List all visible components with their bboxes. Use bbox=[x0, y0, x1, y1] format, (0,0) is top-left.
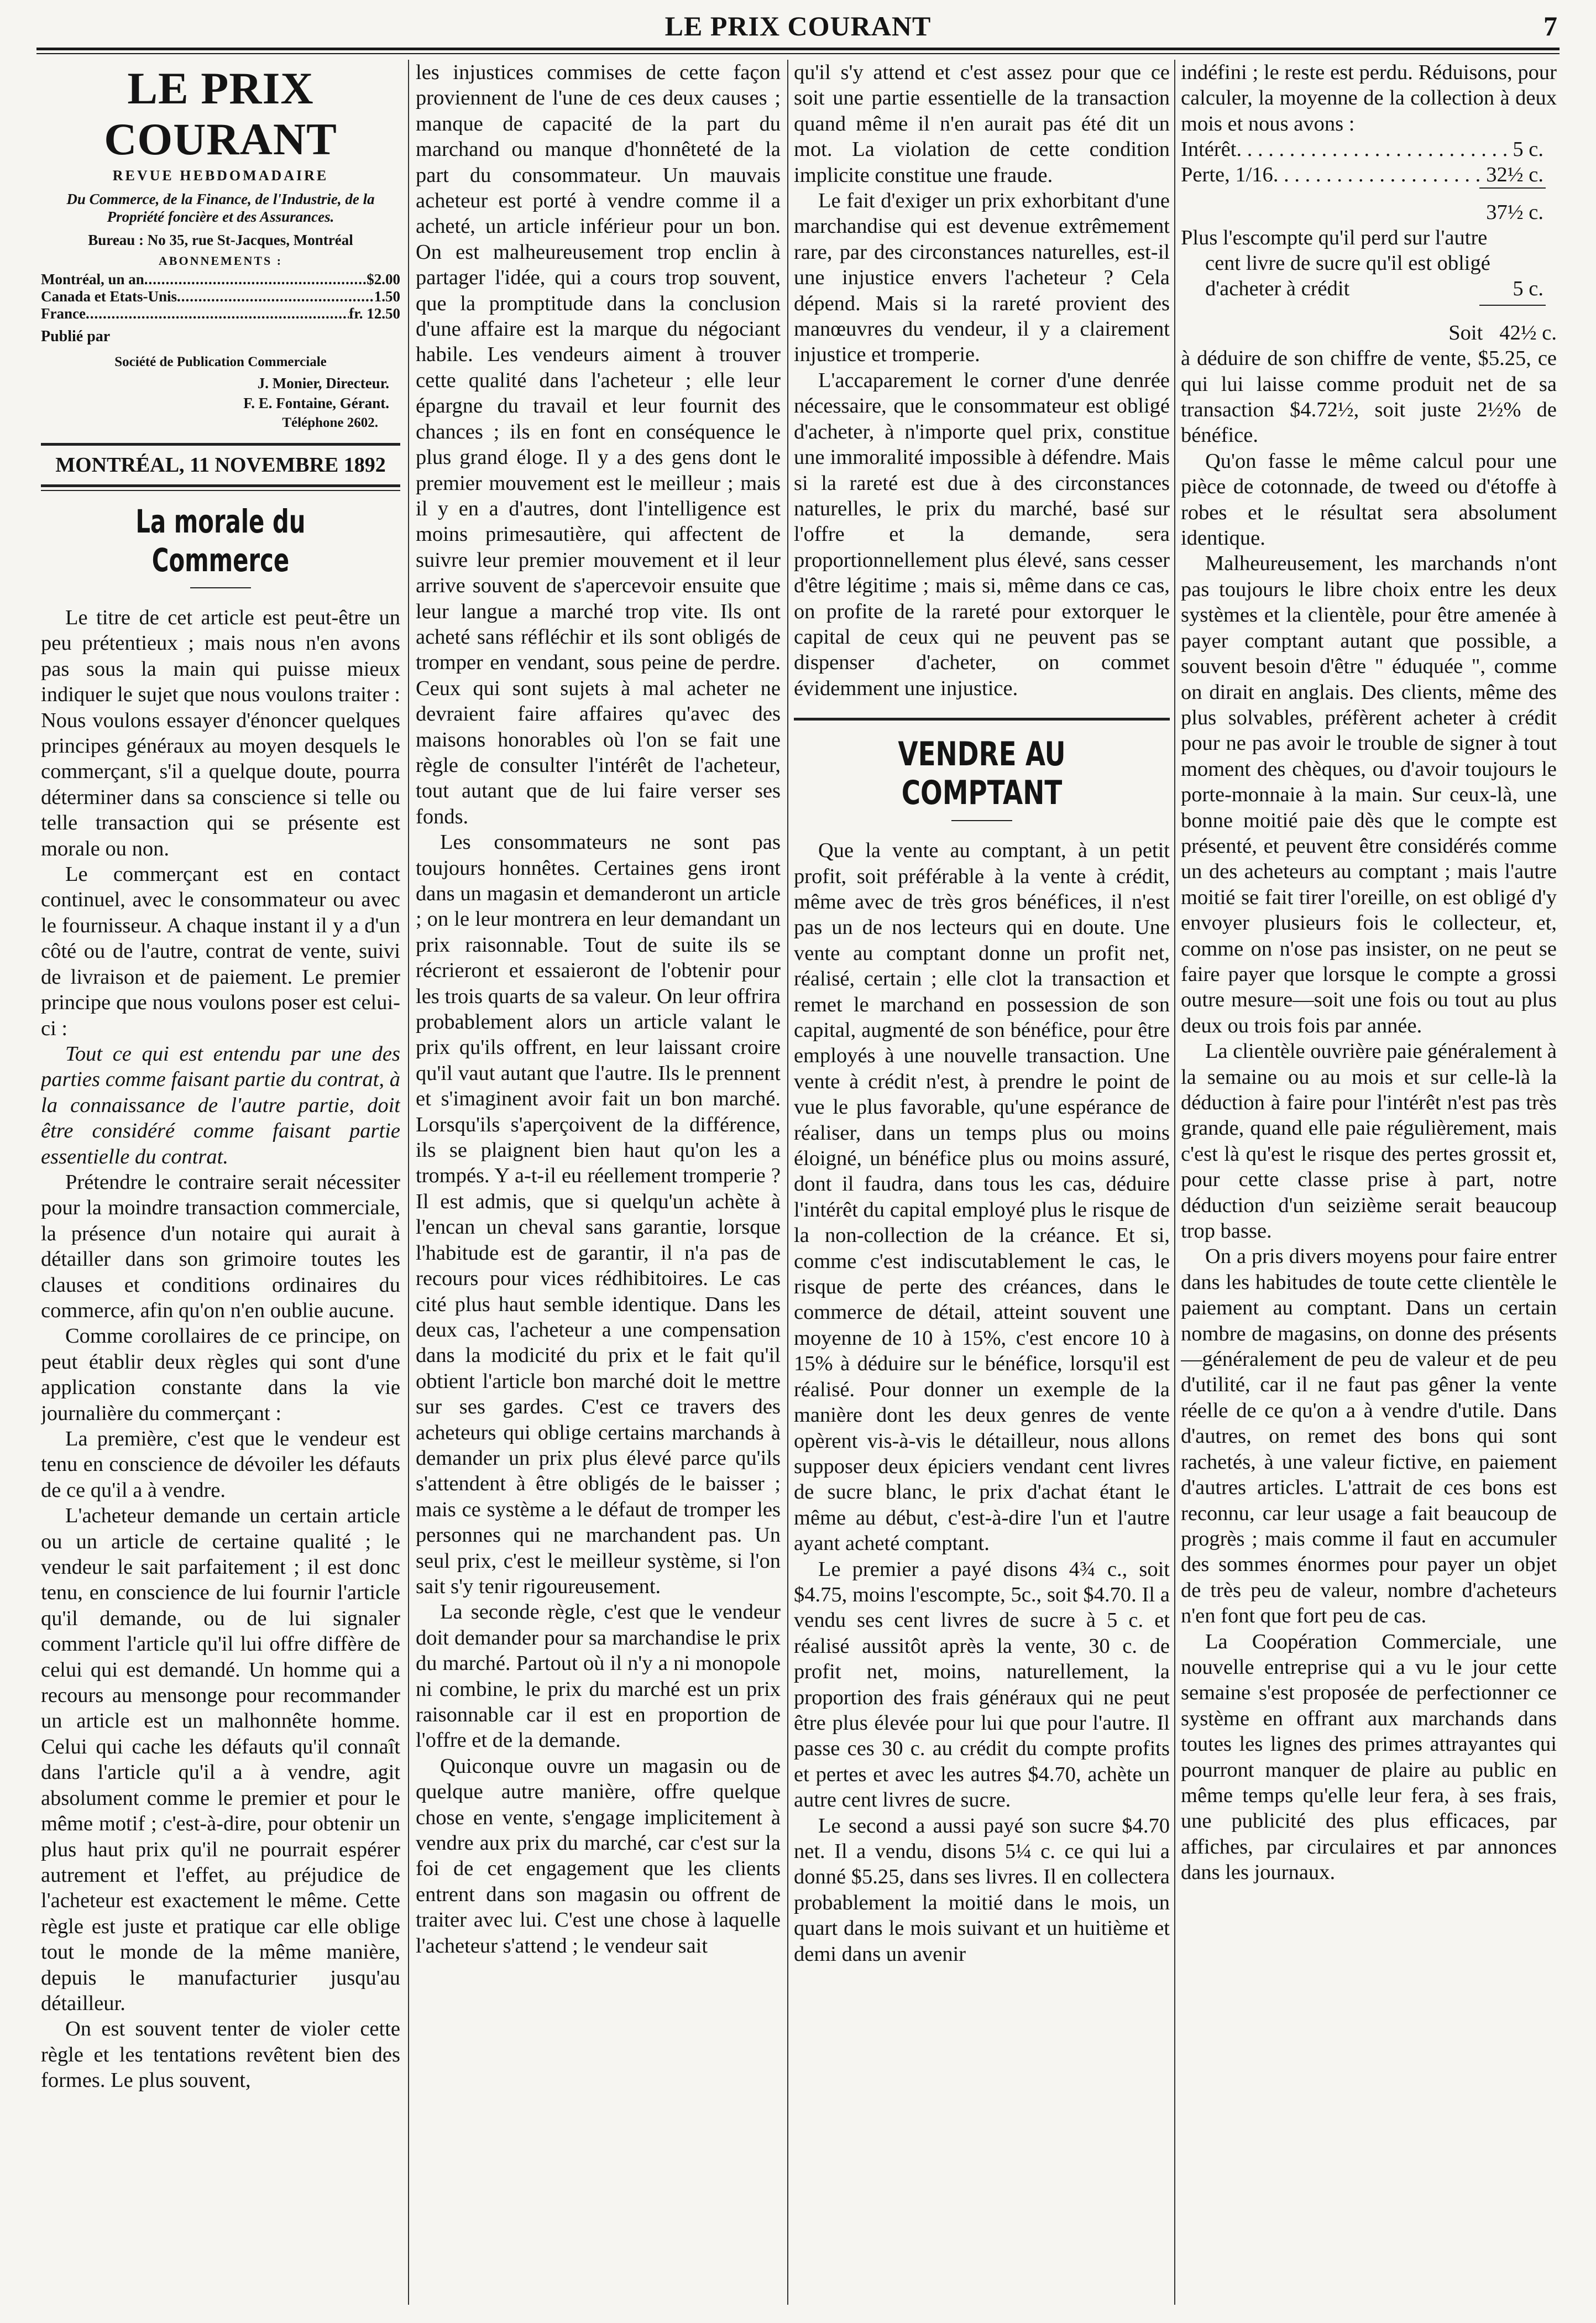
subscriptions-heading: ABONNEMENTS : bbox=[158, 254, 283, 268]
paragraph: La clientèle ouvrière paie généralement à la semaine ou au mois et sur celle-là la déduction à faire pour l'intérêt n'est pas très grande, quand elle paie régulièrement, mais c'est là qu'est le risque des pertes grossit et, pour cette classe prise à part, notre déduction d'un seizième serait beaucoup trop basse. bbox=[1181, 1040, 1557, 1243]
subscription-rate bbox=[41, 271, 400, 288]
calc-row bbox=[1181, 137, 1557, 162]
paragraph: On a pris divers moyens pour faire entrer dans les habitudes de toute cette clientèle le paiement au comptant. Dans un certain nombre de magasins, on donne des présents —généralement de peu de valeur et de peu d'utilité, car il ne faut pas gêner la vente réelle de ce qu'on a à vendre d'utile. Dans d'autres, on remet des bons qui sont rachetés, à une valeur fictive, en paiement d'autres articles. L'attrait de ces bons est reconnu, car leur usage a fait beaucoup de progrès ; mais comme il faut en accumuler des sommes énormes pour payer un objet de très peu de valeur, nombre d'acheteurs n'en font que fort peu de cas. bbox=[1181, 1245, 1557, 1628]
column-rule bbox=[787, 60, 788, 2305]
paragraph: Les consommateurs ne sont pas toujours honnêtes. Certaines gens iront dans un magasin et demanderont un article ; on le leur montrera en leur demandant un prix raisonnable. Tout de suite ils se récrieront et essaieront de l'obtenir pour les trois quarts de sa valeur. On leur offrira probablement alors un article valant le prix qu'ils offrent, en leur laissant croire qu'il vaut autant que l'autre. Ils le prennent et s'imaginent avoir fait un bon marché. Lorsqu'ils s'aperçoivent de la différence, ils se plaignent bien haut qu'on les a trompés. Y a-t-il eu réellement tromperie ? Il est admis, que si quelqu'un achète à l'encan un cheval sans garantie, lorsque l'habitude est de garantir, il n'a pas de recours pour vices rédhibitoires. Le cas cité plus haut semble identique. Dans les deux cas, l'acheteur a une compensation dans la modicité du prix et le fait qu'il obtient l'article bon marché doit le mettre sur ses gardes. C'est ce travers des acheteurs qui oblige certains marchands à demander un prix plus élevé parce qu'ils s'attendent à être obligés de le baisser ; mais ce système a le défaut de tromper les personnes qui ne marchandent pas. Un seul prix, c'est le meilleur système, si l'on sait s'y tenir rigoureusement. bbox=[416, 831, 781, 1598]
column-2 bbox=[416, 60, 781, 2310]
masthead-subtitle: REVUE HEBDOMADAIRE bbox=[112, 168, 329, 184]
paragraph: indéfini ; le reste est perdu. Réduisons, pour calculer, la moyenne de la collection à deux mois et nous avons : bbox=[1181, 61, 1557, 135]
column-1 bbox=[41, 60, 400, 2310]
column-rule bbox=[1174, 60, 1175, 2305]
publisher-name: Société de Publication Commerciale bbox=[114, 354, 327, 369]
calc-value: 32½ c. bbox=[1486, 163, 1543, 187]
telephone: Téléphone 2602. bbox=[282, 415, 378, 430]
paragraph: à déduire de son chiffre de vente, $5.25, ce qui lui laisse comme produit net de sa transaction $4.72½, soit juste 2½% de bénéfice. bbox=[1181, 347, 1557, 447]
calc-label: Perte, 1/16 bbox=[1181, 163, 1273, 187]
column-rule bbox=[408, 60, 409, 2305]
paragraph: Le titre de cet article est peut-être un peu prétentieux ; mais nous n'en avons pas sous la main qui puisse mieux indiquer le sujet que nous voulons traiter : Nous voulons essayer d'énoncer quelques principes généraux au moyen desquels le commerçant, s'il a quelque doute, pourra déterminer dans sa conscience si telle ou telle transaction qui se présente est morale ou non. bbox=[41, 606, 400, 860]
paragraph: Le fait d'exiger un prix exhorbitant d'une marchandise qui est devenue extrêmement rare, par des circonstances naturelles, est-il une injustice envers l'acheteur ? Cela dépend. Mais si la rareté provient des manœuvres du vendeur, il y a clairement injustice et tromperie. bbox=[794, 189, 1170, 367]
top-rule-thin bbox=[36, 53, 1560, 54]
rate-value: 1.50 bbox=[374, 288, 400, 305]
calculation bbox=[1181, 137, 1557, 346]
title-rule bbox=[190, 587, 251, 588]
paragraph: les injustices commises de cette façon proviennent de l'une de ces deux causes ; manque de capacité de la part du marchand ou manque d'honnêteté de la part du consommateur. Un mauvais acheteur est porté à vendre comme il a acheté, un article inférieur pour un bon. On est malheureusement trop enclin à partager l'idée, qui a cours trop souvent, que la promptitude dans la conclusion d'une affaire est la marque du négociant habile. Les vendeurs aiment à trouver cette qualité dans l'acheteur ; elle leur épargne du travail et leur fournit des chances ; ils en font en conséquence le plus grand éloge. Il y a des gens dont le premier mouvement est le meilleur ; mais il y en a d'autres, dont l'intelligence est moins primesautière, qui affectent de suivre leur premier mouvement et il leur arrive souvent de s'apercevoir ensuite que leur langue a marché trop vite. Ils ont acheté sans réfléchir et ils sont obligés de tromper en vendant, sous peine de perdre. Ceux qui sont sujets à mal acheter ne devraient faire affaires qu'avec des maisons honorables où l'on se fait une règle de consulter l'intérêt de l'acheteur, tout autant que de lui faire verser ses fonds. bbox=[416, 61, 781, 828]
column-3 bbox=[794, 60, 1170, 2310]
calc-sum-rule bbox=[1479, 305, 1546, 306]
subscription-rate bbox=[41, 305, 400, 322]
paragraph: L'acheteur demande un certain article ou un article de certaine qualité ; le vendeur le sait parfaitement ; il est donc tenu, en conscience de lui fournir l'article qu'il demande, ou de lui signaler comment l'article qu'il lui offre diffère de celui qui est demandé. Un homme qui a recours au mensonge pour recommander un article est un malhonnête homme. Celui qui cache les défauts qu'il connaît dans l'article qu'il a à vendre, agit absolument comme le premier et pour le même motif ; c'est-à-dire, pour obtenir un plus haut prix qu'il ne pourrait espérer autrement et l'effet, au préjudice de l'acheteur est exactement le même. Cette règle est juste et pratique car elle oblige tout le monde de la même manière, depuis le manufacturier jusqu'au détailleur. bbox=[41, 1504, 400, 2015]
calc-label: Intérêt bbox=[1181, 138, 1237, 161]
paragraph: La Coopération Commerciale, une nouvelle entreprise qui a vu le jour cette semaine s'est proposée de perfectionner ce système en offrant aux marchands dans toutes les lignes des primes attrayantes qui pourront manquer de plaire au public en même temps qu'elle leur fera, à ses frais, une publicité des plus efficaces, par affiches, par circulaires et par annonces dans les journaux. bbox=[1181, 1630, 1557, 1884]
paragraph: Quiconque ouvre un magasin ou de quelque autre manière, offre quelque chose en vente, s'engage implicitement à vendre aux prix du marché, car c'est sur la foi de cet engagement que les clients entrent dans son magasin ou offrent de traiter avec lui. C'est une chose à laquelle l'acheteur s'attend ; le vendeur sait bbox=[416, 1754, 781, 1957]
calc-row bbox=[1181, 162, 1557, 187]
calc-row bbox=[1181, 225, 1557, 301]
divider bbox=[794, 718, 1170, 721]
paragraph: Que la vente au comptant, à un petit profit, soit préférable à la vente à crédit, même avec de très gros bénéfices, il n'est pas un de nos lecteurs qui en doute. Une vente au comptant donne un profit net, réalisé, certain ; elle clot la transaction et remet le marchand en possession de son capital, augmenté de son bénéfice, pour être employés à une nouvelle transaction. Une vente à crédit n'est, à prendre le point de vue le plus favorable, qu'une espérance de réaliser, dans un temps plus ou moins éloigné, un bénéfice plus ou moins assuré, dont il faudra, dans tous les cas, déduire l'intérêt du capital employé plus le risque de la non-collection de la créance. Et si, comme c'est indiscutablement le cas, le risque de perte des créances, dans le commerce de détail, atteint souvent une moyenne de 10 à 15%, c'est encore 10 à 15% à déduire sur le bénéfice, lorsqu'il est réalisé. Pour donner un exemple de la manière dont les deux genres de vente opèrent vis-à-vis le détailleur, nous allons supposer deux épiciers vendant cent livres de sucre blanc, le prix d'achat étant le même au début, c'est-à-dire l'un et l'autre ayant acheté comptant. bbox=[794, 839, 1170, 1555]
paragraph: Malheureusement, les marchands n'ont pas toujours le libre choix entre les deux systèmes et la clientèle, pour être amenée à payer comptant autant que possible, a souvent besoin d'être " éduquée ", comme on dirait en anglais. Des clients, même des plus solvables, préfèrent acheter à crédit pour ne pas avoir le trouble de signer à tout moment des chèques, ou d'avoir toujours le porte-monnaie à la main. Sur ceux-là, une bonne moitié paie dès que le compte est présenté, et peuvent être considérés comme un des acheteurs au comptant ; mais l'autre moitié se fait tirer l'oreille, on est obligé d'y envoyer plusieurs fois le collecteur, et, comme on n'ose pas insister, on ne peut se faire payer que lorsque le compte a grossi outre mesure—soit une fois ou tout au plus deux ou trois fois par année. bbox=[1181, 552, 1557, 1037]
paragraph: Qu'on fasse le même calcul pour une pièce de cotonnade, de tweed ou d'étoffe à robes et le résultat sera absolument identique. bbox=[1181, 449, 1557, 550]
rate-label: Canada et Etats-Unis bbox=[41, 288, 177, 305]
calc-value: 5 c. bbox=[1513, 138, 1543, 161]
paragraph: Le second a aussi payé son sucre $4.70 net. Il a vendu, disons 5¼ c. ce qui lui a donné $5.25, dans ses livres. Il en collectera probablement la moitié dans le mois, un quart dans le mois suivant et un huitième et demi dans un avenir bbox=[794, 1814, 1170, 1966]
paragraph: L'accaparement le corner d'une denrée nécessaire, que le consommateur est obligé d'acheter, à n'importe quel prix, constitue une immoralité impossible à défendre. Mais si la rareté est due à des circonstances naturelles, le prix du marché, basé sur l'offre et la demande, sera proportionnellement plus élevé, sans cesser d'être légitime ; mais si, même dans ce cas, on profite de la rareté pour extorquer le capital de ceux qui ne peuvent pas se dispenser d'acheter, on commet évidemment une injustice. bbox=[794, 368, 1170, 700]
column-4 bbox=[1181, 60, 1557, 2310]
calc-subtotal: 37½ c. bbox=[1486, 201, 1543, 225]
running-head bbox=[0, 10, 1596, 43]
masthead-office: Bureau : No 35, rue St-Jacques, Montréal bbox=[88, 232, 353, 248]
page-number: 7 bbox=[1543, 11, 1557, 41]
article-title: VENDRE AU COMPTANT bbox=[898, 735, 1066, 813]
subscription-rate bbox=[41, 288, 400, 305]
paragraph: Prétendre le contraire serait nécessiter pour la moindre transaction commerciale, la présence d'un notaire qui aurait à détailler dans son grimoire toutes les clauses et conditions ordinaires du commerce, afin qu'on n'en oublie aucune. bbox=[41, 1170, 400, 1322]
rate-label: France bbox=[41, 305, 86, 322]
calc-value: 5 c. bbox=[1513, 277, 1543, 301]
article-title: La morale du Commerce bbox=[135, 503, 306, 579]
divider bbox=[41, 484, 400, 487]
calc-label: Plus l'escompte qu'il perd sur l'autre cent livre de sucre qu'il est obligé d'acheter à crédit bbox=[1181, 226, 1490, 301]
paragraph: La première, c'est que le vendeur est tenu en conscience de dévoiler les défauts de ce qu'il a à vendre. bbox=[41, 1427, 400, 1502]
divider bbox=[41, 490, 400, 491]
rate-value: fr. 12.50 bbox=[349, 305, 400, 322]
calc-value: 42½ c. bbox=[1499, 321, 1557, 345]
calc-label: Soit bbox=[1448, 321, 1483, 345]
manager: F. E. Fontaine, Gérant. bbox=[243, 395, 389, 411]
paragraph: On est souvent tenter de violer cette règle et les tentations revêtent bien des formes. Le plus souvent, bbox=[41, 2017, 400, 2092]
masthead bbox=[41, 63, 400, 433]
calc-total bbox=[1181, 320, 1557, 346]
masthead-title: LE PRIX COURANT bbox=[104, 63, 337, 164]
principle-quote: Tout ce qui est entendu par une des parties comme faisant partie du contrat, à la connaissance de l'autre partie, doit être considéré comme faisant partie essentielle du contrat. bbox=[41, 1042, 400, 1168]
top-rule bbox=[36, 48, 1560, 50]
director: J. Monier, Directeur. bbox=[257, 375, 389, 391]
calc-sum-rule bbox=[1479, 187, 1546, 189]
masthead-tagline: Du Commerce, de la Finance, de l'Industrie, de la Propriété foncière et des Assurances. bbox=[66, 191, 375, 225]
paragraph: La seconde règle, c'est que le vendeur doit demander pour sa marchandise le prix du marché. Partout où il n'y a ni monopole ni combine, le prix du marché est un prix raisonnable car il est en proportion de l'offre et de la demande. bbox=[416, 1600, 781, 1752]
title-rule bbox=[951, 820, 1012, 821]
paragraph: Le commerçant est en contact continuel, avec le consommateur ou avec le fournisseur. A chaque instant il y a d'un côté ou de l'autre, contrat de vente, suivi de livraison et de paiement. Le premier principe que nous voulons poser est celui-ci : bbox=[41, 863, 400, 1040]
paragraph: Comme corollaires de ce principe, on peut établir deux règles qui sont d'une application constante dans la vie journalière du commerçant : bbox=[41, 1324, 400, 1425]
dateline: MONTRÉAL, 11 NOVEMBRE 1892 bbox=[55, 453, 386, 477]
published-by: Publié par bbox=[41, 328, 111, 345]
running-title: LE PRIX COURANT bbox=[664, 11, 932, 41]
rate-label: Montréal, un an bbox=[41, 271, 144, 288]
rate-value: $2.00 bbox=[367, 271, 400, 288]
paragraph: qu'il s'y attend et c'est assez pour que ce soit une partie essentielle de la transaction quand même il n'en aurait pas été dit un mot. La violation de cette condition implicite constitue une fraude. bbox=[794, 61, 1170, 187]
paragraph: Le premier a payé disons 4¾ c., soit $4.75, moins l'escompte, 5c., soit $4.70. Il a vendu ses cent livres de sucre à 5 c. et réalisé aussitôt après la vente, 30 c. de profit net, moins, naturellement, la proportion des frais généraux qui ne peut être plus élevée pour lui que pour l'autre. Il passe ces 30 c. au crédit du compte profits et pertes et avec les autres $4.70, achète un autre cent livres de sucre. bbox=[794, 1557, 1170, 1812]
